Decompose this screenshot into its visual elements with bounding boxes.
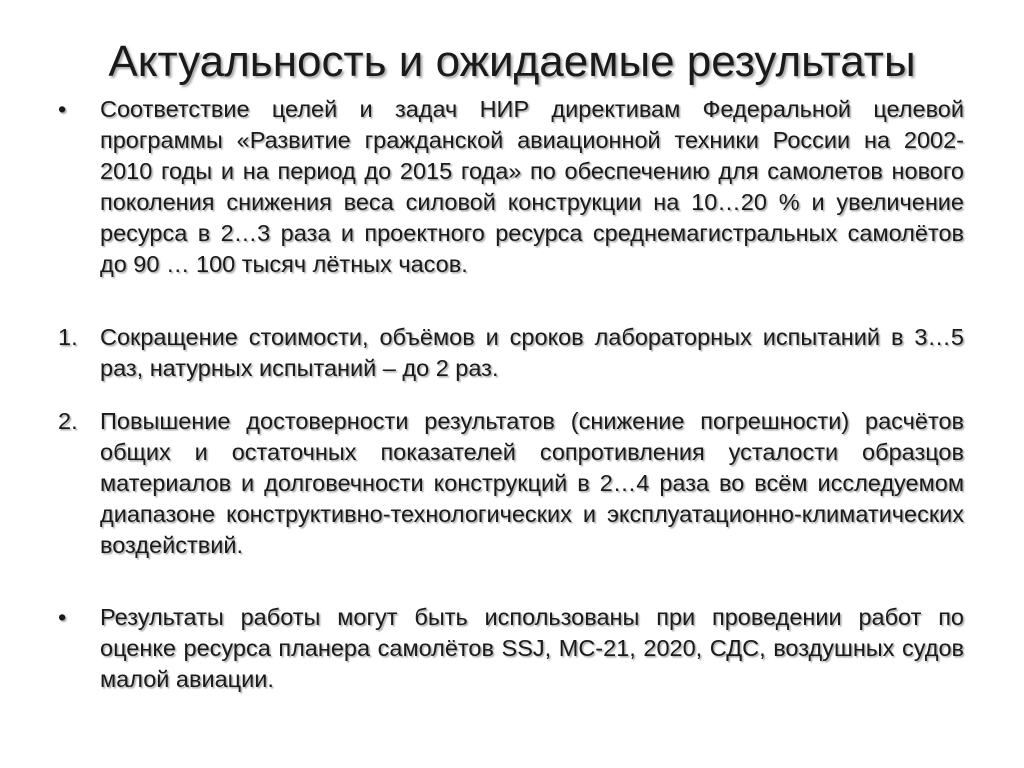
bullet-marker: • xyxy=(58,96,67,122)
list-item-bullet-2 xyxy=(58,602,964,695)
list-item-bullet-1 xyxy=(58,94,964,280)
list-item-numbered-2 xyxy=(58,406,964,561)
slide-title: Актуальность и ожидаемые результаты xyxy=(108,37,916,86)
bullet-marker: • xyxy=(58,604,67,630)
list-item-text: Повышение достоверности результатов (снижение погрешности) расчётов общих и остаточных показателей сопротивления усталости образцов материалов и долговечности конструкций в 2…4 раза во всём исследуемом диапазоне конструктивно-технологических и эксплуатационно-климатических воздействий. xyxy=(100,408,964,558)
number-marker: 1. xyxy=(58,324,78,350)
list-item-numbered-1 xyxy=(58,322,964,384)
list-item-text: Соответствие целей и задач НИР директивам Федеральной целевой программы «Развитие гражданской авиационной техники России на 2002-2010 годы и на период до 2015 года» по обеспечению для самолетов нового поколения снижения веса силовой конструкции на 10…20 % и увеличение ресурса в 2…3 раза и проектного ресурса среднемагистральных самолётов до 90 … 100 тысяч лётных часов. xyxy=(100,96,964,277)
list-item-text: Результаты работы могут быть использованы при проведении работ по оценке ресурса планера самолётов SSJ, МС-21, 2020, СДС, воздушных судов малой авиации. xyxy=(100,604,964,692)
number-marker: 2. xyxy=(58,408,78,434)
list-item-text: Сокращение стоимости, объёмов и сроков лабораторных испытаний в 3…5 раз, натурных испытаний – до 2 раз. xyxy=(100,324,964,381)
